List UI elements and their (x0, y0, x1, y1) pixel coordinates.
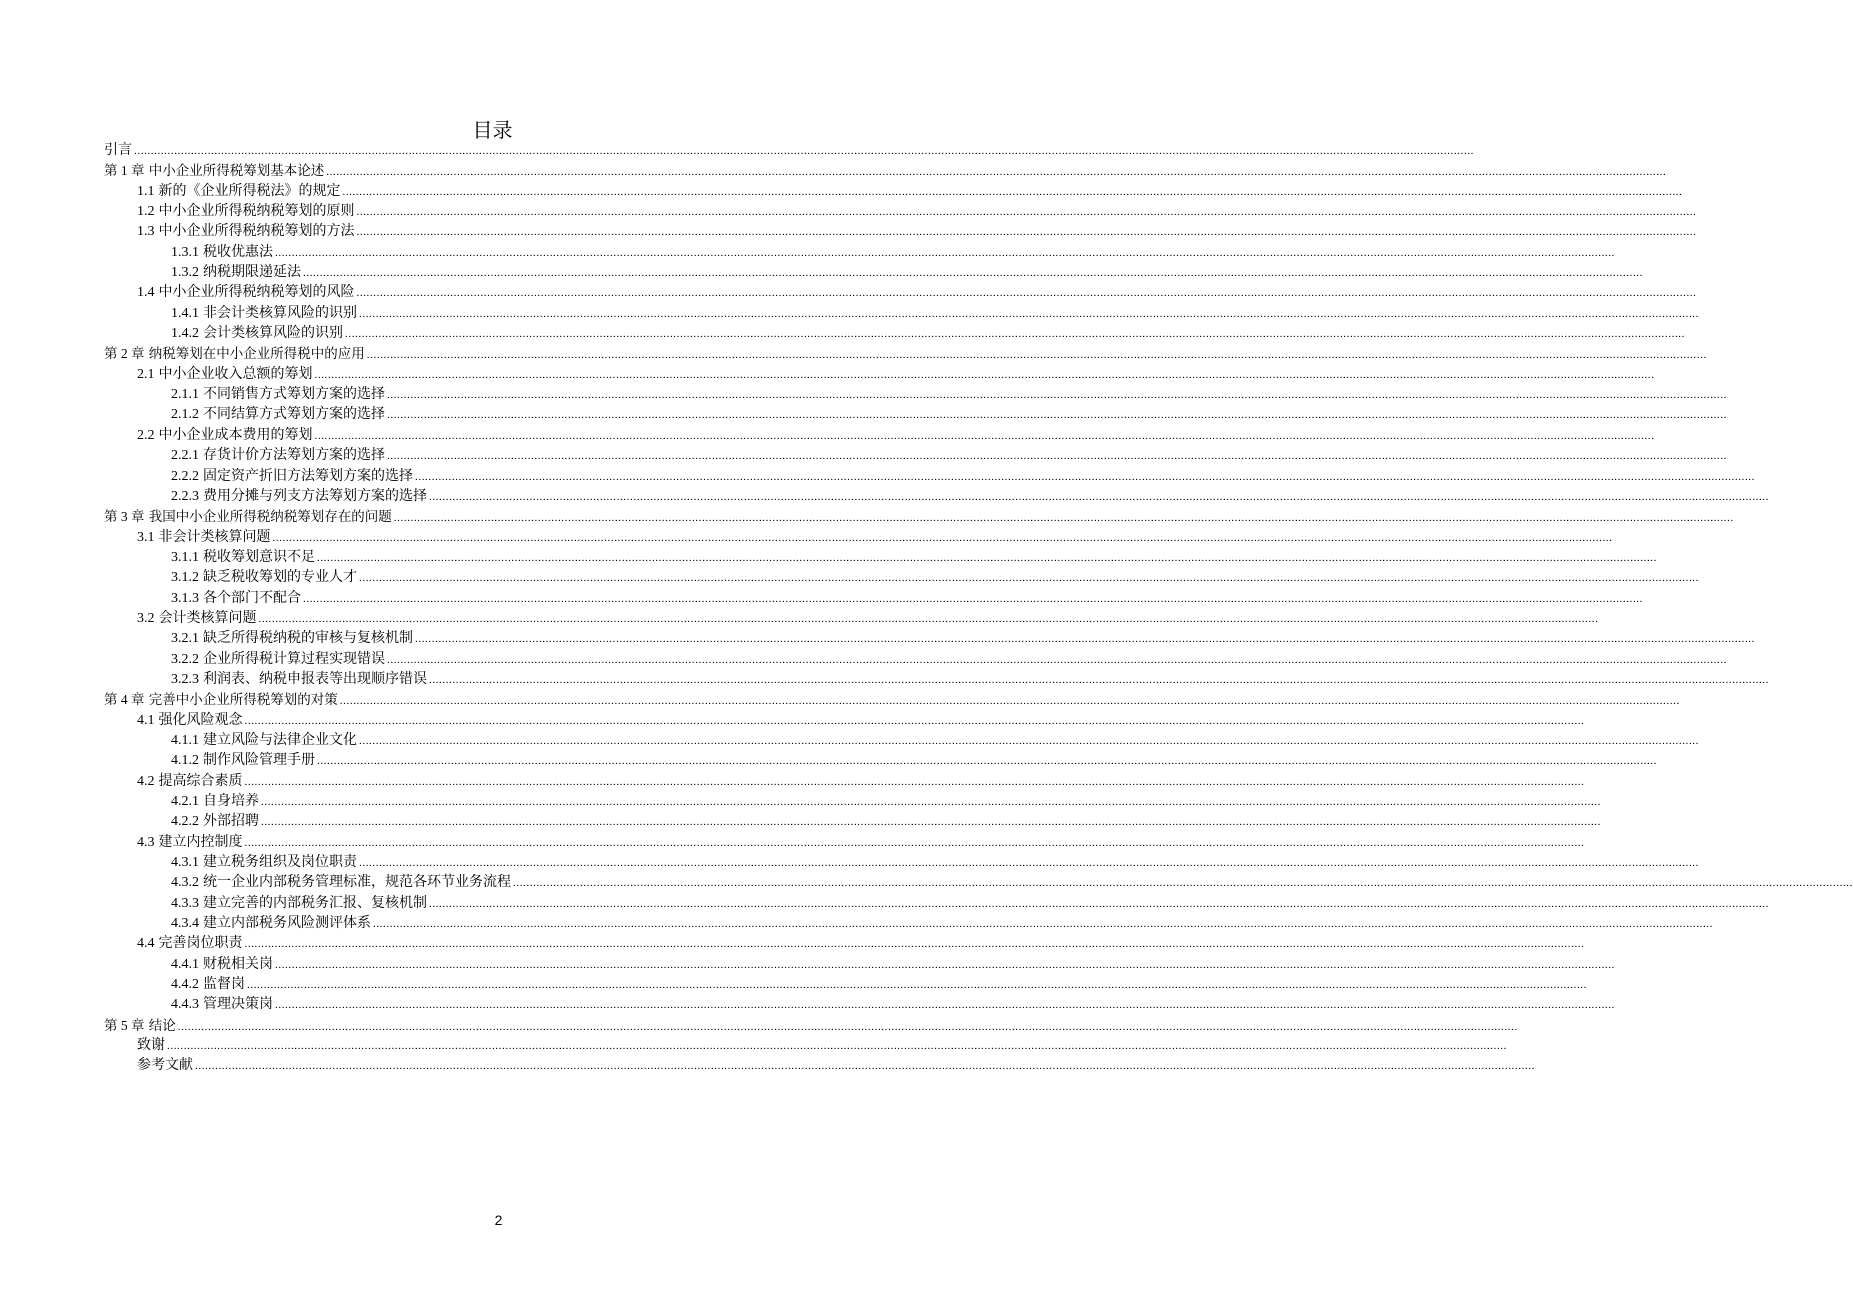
toc-entry-text: 参考文献 (137, 1058, 193, 1074)
toc-entry[interactable] (104, 365, 1655, 385)
dot-leader: ................................................................................................................................................................................................................................................................................................................................................................................................................ (387, 450, 1727, 463)
toc-entry-label (171, 629, 413, 649)
toc-entry-number: 2.2.3 (171, 488, 199, 504)
dot-leader: ................................................................................................................................................................................................................................................................................................................................................................................................................ (258, 612, 1599, 625)
toc-entry[interactable] (104, 324, 1685, 344)
toc-entry-number: 3.2.2 (171, 651, 199, 667)
toc-entry-label (171, 324, 343, 344)
toc-entry-label (171, 975, 245, 995)
toc-entry-text: 中小企业成本费用的筹划 (158, 427, 313, 443)
toc-entry-number: 3.1.3 (171, 590, 199, 606)
page-number: 2 (494, 1212, 503, 1228)
toc-entry-label (137, 365, 313, 385)
toc-entry[interactable] (104, 304, 1699, 324)
toc-entry-text: 建立完善的内部税务汇报、复核机制 (203, 895, 427, 911)
toc-entry-label (171, 812, 259, 832)
toc-entry-number: 1.3 (137, 224, 155, 240)
toc-entry-text: 不同销售方式筹划方案的选择 (203, 387, 385, 403)
toc-entry-label (171, 405, 385, 425)
toc-entry-text: 中小企业所得税纳税筹划的风险 (158, 285, 355, 301)
toc-entry-label (137, 1036, 165, 1056)
toc-entry-number: 第 5 章 (104, 1017, 145, 1033)
toc-entry-text: 建立内控制度 (158, 834, 243, 850)
dot-leader: ................................................................................................................................................................................................................................................................................................................................................................................................................ (247, 979, 1587, 992)
toc-entry-label (137, 711, 243, 731)
toc-entry-text: 会计类核算问题 (158, 610, 257, 626)
toc-entry-label (137, 772, 243, 792)
toc-entry-text: 我国中小企业所得税纳税筹划存在的问题 (148, 509, 392, 526)
dot-leader: ................................................................................................................................................................................................................................................................................................................................................................................................................ (345, 328, 1685, 341)
dot-leader: ................................................................................................................................................................................................................................................................................................................................................................................................................ (387, 653, 1727, 666)
toc-entry-number: 4.1.1 (171, 732, 199, 748)
toc-entry[interactable] (104, 589, 1643, 609)
toc-entry[interactable] (104, 202, 1697, 222)
toc-entry-number: 4.3 (137, 834, 155, 850)
toc-entry[interactable] (104, 853, 1699, 873)
dot-leader: ................................................................................................................................................................................................................................................................................................................................................................................................................ (513, 877, 1853, 890)
dot-leader: ................................................................................................................................................................................................................................................................................................................................................................................................................ (244, 938, 1585, 951)
toc-entry-text: 引言 (104, 143, 132, 158)
dot-leader: ................................................................................................................................................................................................................................................................................................................................................................................................................ (314, 429, 1655, 442)
dot-leader: ................................................................................................................................................................................................................................................................................................................................................................................................................ (415, 470, 1755, 483)
toc-entry-label (137, 202, 355, 222)
toc-entry-text: 非会计类核算问题 (158, 529, 271, 545)
toc-entry-number: 2.2.2 (171, 468, 199, 484)
toc-entry-label (171, 548, 315, 568)
dot-leader: ................................................................................................................................................................................................................................................................................................................................................................................................................ (429, 673, 1769, 686)
toc-entry-text: 税收优惠法 (203, 244, 273, 260)
toc-entry-text: 缺乏所得税纳税的审核与复核机制 (203, 631, 413, 647)
toc-entry-text: 不同结算方式筹划方案的选择 (203, 407, 385, 423)
toc-entry-label (171, 853, 357, 873)
toc-entry-label (171, 914, 371, 934)
toc-entry-number: 4.3.1 (171, 855, 199, 871)
toc-entry[interactable] (104, 934, 1585, 954)
toc-entry-number: 4.4.2 (171, 977, 199, 993)
dot-leader: ................................................................................................................................................................................................................................................................................................................................................................................................................ (317, 551, 1657, 564)
toc-entry-label (104, 141, 132, 161)
toc-entry-text: 非会计类核算风险的识别 (203, 305, 357, 321)
dot-leader: ................................................................................................................................................................................................................................................................................................................................................................................................................ (359, 572, 1699, 585)
toc-entry[interactable] (104, 1036, 1507, 1056)
toc-entry[interactable] (104, 629, 1755, 649)
toc-entry-text: 企业所得税计算过程实现错误 (203, 651, 385, 667)
dot-leader: ................................................................................................................................................................................................................................................................................................................................................................................................................ (195, 1060, 1535, 1073)
dot-leader: ................................................................................................................................................................................................................................................................................................................................................................................................................ (303, 592, 1643, 605)
toc-entry-number: 1.3.2 (171, 265, 199, 281)
toc-entry[interactable] (104, 1056, 1535, 1076)
toc-entry-text: 建立风险与法律企业文化 (203, 732, 357, 748)
dot-leader: ................................................................................................................................................................................................................................................................................................................................................................................................................ (339, 695, 1680, 708)
toc-entry-number: 1.4.1 (171, 305, 199, 321)
dot-leader: ................................................................................................................................................................................................................................................................................................................................................................................................................ (244, 775, 1585, 788)
toc-entry-text: 中小企业所得税纳税筹划的方法 (158, 224, 355, 240)
toc-entry-label (104, 1016, 176, 1036)
toc-entry-text: 存货计价方法筹划方案的选择 (203, 448, 385, 464)
toc-entry[interactable] (104, 243, 1615, 263)
toc-chapter-entry[interactable] (104, 507, 1734, 527)
toc-entry[interactable] (104, 873, 1853, 893)
toc-entry-number: 4.4 (137, 936, 155, 952)
toc-entry-label (171, 467, 413, 487)
toc-entry-label (171, 894, 427, 914)
toc-entry-label (137, 528, 271, 548)
toc-entry-label (171, 670, 427, 690)
toc-title: 目录 (472, 118, 513, 142)
toc-entry-number: 1.4.2 (171, 326, 199, 342)
toc-entry-number: 2.2.1 (171, 448, 199, 464)
toc-entry[interactable] (104, 487, 1769, 507)
toc-entry[interactable] (104, 609, 1599, 629)
toc-entry[interactable] (104, 955, 1615, 975)
toc-entry-number: 4.2 (137, 773, 155, 789)
toc-entry-text: 各个部门不配合 (203, 590, 301, 606)
toc-entry[interactable] (104, 812, 1601, 832)
toc-entry[interactable] (104, 792, 1601, 812)
toc-entry-text: 中小企业所得税筹划基本论述 (148, 163, 325, 180)
dot-leader: ................................................................................................................................................................................................................................................................................................................................................................................................................ (275, 958, 1615, 971)
dot-leader: ................................................................................................................................................................................................................................................................................................................................................................................................................ (244, 836, 1585, 849)
dot-leader: ................................................................................................................................................................................................................................................................................................................................................................................................................ (359, 734, 1699, 747)
dot-leader: ................................................................................................................................................................................................................................................................................................................................................................................................................ (342, 185, 1683, 198)
toc-entry-label (171, 751, 315, 771)
toc-entry-number: 3.1 (137, 529, 155, 545)
toc-entry-label (171, 446, 385, 466)
toc-entry-number: 2.1 (137, 366, 155, 382)
toc-entry-text: 提高综合素质 (158, 773, 243, 789)
toc-entry[interactable] (104, 263, 1643, 283)
toc-entry-number: 第 4 章 (104, 692, 145, 708)
toc-entry-text: 外部招聘 (203, 814, 259, 830)
dot-leader: ................................................................................................................................................................................................................................................................................................................................................................................................................ (244, 714, 1585, 727)
toc-entry-text: 利润表、纳税申报表等出现顺序错误 (203, 671, 427, 687)
toc-entry-number: 1.1 (137, 183, 155, 199)
toc-entry-label (137, 426, 313, 446)
dot-leader: ................................................................................................................................................................................................................................................................................................................................................................................................................ (359, 307, 1699, 320)
toc-entry-number: 第 1 章 (104, 163, 145, 179)
toc-entry-text: 强化风险观念 (158, 712, 243, 728)
toc-entry-label (171, 731, 357, 751)
toc-entry-label (171, 385, 385, 405)
dot-leader: ................................................................................................................................................................................................................................................................................................................................................................................................................ (326, 166, 1667, 179)
toc-entry[interactable] (104, 731, 1699, 751)
toc-entry-text: 中小企业所得税纳税筹划的原则 (158, 204, 355, 220)
toc-entry-number: 4.1 (137, 712, 155, 728)
toc-entry[interactable] (104, 975, 1587, 995)
dot-leader: ................................................................................................................................................................................................................................................................................................................................................................................................................ (356, 226, 1697, 239)
toc-entry-label (171, 487, 427, 507)
toc-entry-number: 4.3.4 (171, 916, 199, 932)
toc-entry[interactable] (104, 751, 1657, 771)
toc-entry-text: 建立内部税务风险测评体系 (203, 916, 371, 932)
toc-entry[interactable] (104, 446, 1727, 466)
toc-chapter-entry[interactable] (104, 690, 1680, 710)
dot-leader: ................................................................................................................................................................................................................................................................................................................................................................................................................ (387, 389, 1727, 402)
toc-entry-number: 4.2.2 (171, 814, 199, 830)
dot-leader: ................................................................................................................................................................................................................................................................................................................................................................................................................ (134, 145, 1474, 157)
dot-leader: ................................................................................................................................................................................................................................................................................................................................................................................................................ (429, 897, 1769, 910)
toc-entry-label (104, 344, 365, 364)
dot-leader: ................................................................................................................................................................................................................................................................................................................................................................................................................ (359, 857, 1699, 870)
toc-entry-text: 纳税筹划在中小企业所得税中的应用 (148, 346, 365, 363)
toc-entry[interactable] (104, 222, 1697, 242)
toc-entry-text: 中小企业收入总额的筹划 (158, 366, 313, 382)
toc-entry-label (171, 589, 301, 609)
toc-entry[interactable] (104, 894, 1769, 914)
dot-leader: ................................................................................................................................................................................................................................................................................................................................................................................................................ (303, 267, 1643, 280)
toc-entry-text: 财税相关岗 (203, 956, 273, 972)
toc-chapter-entry[interactable] (104, 1016, 1518, 1036)
toc-entry-text: 自身培养 (203, 794, 259, 809)
toc-entry[interactable] (104, 385, 1727, 405)
toc-entry-number: 4.2.1 (171, 794, 199, 809)
toc-entry-label (137, 1056, 193, 1076)
dot-leader: ................................................................................................................................................................................................................................................................................................................................................................................................................ (366, 349, 1707, 362)
toc-entry[interactable] (104, 141, 1474, 161)
toc-entry[interactable] (104, 995, 1615, 1015)
toc-chapter-entry[interactable] (104, 344, 1707, 364)
toc-entry[interactable] (104, 650, 1727, 670)
toc-entry[interactable] (104, 528, 1613, 548)
toc-entry[interactable] (104, 405, 1727, 425)
dot-leader: ................................................................................................................................................................................................................................................................................................................................................................................................................ (167, 1040, 1507, 1053)
toc-entry[interactable] (104, 467, 1755, 487)
toc-entry-text: 致谢 (137, 1038, 165, 1054)
toc-entry-number: 4.3.3 (171, 895, 199, 911)
toc-entry-number: 4.4.1 (171, 956, 199, 972)
dot-leader: ................................................................................................................................................................................................................................................................................................................................................................................................................ (415, 633, 1755, 646)
toc-entry-text: 纳税期限递延法 (203, 265, 301, 281)
dot-leader: ................................................................................................................................................................................................................................................................................................................................................................................................................ (275, 246, 1615, 259)
toc-entry-text: 统一企业内部税务管理标准，规范各环节业务流程 (203, 875, 511, 891)
dot-leader: ................................................................................................................................................................................................................................................................................................................................................................................................................ (272, 531, 1613, 544)
toc-entry-label (171, 568, 357, 588)
toc-entry-text: 缺乏税收筹划的专业人才 (203, 570, 357, 586)
toc-entry-number: 3.2 (137, 610, 155, 626)
toc-entry[interactable] (104, 833, 1585, 853)
toc-entry-label (137, 934, 243, 954)
toc-entry-label (171, 243, 273, 263)
table-of-contents (104, 141, 1853, 1077)
toc-entry-number: 1.3.1 (171, 244, 199, 260)
toc-entry-number: 2.2 (137, 427, 155, 443)
dot-leader: ................................................................................................................................................................................................................................................................................................................................................................................................................ (261, 796, 1601, 808)
toc-entry-label (171, 304, 357, 324)
toc-entry-label (171, 650, 385, 670)
toc-entry-label (137, 609, 257, 629)
toc-entry-text: 监督岗 (203, 977, 245, 993)
dot-leader: ................................................................................................................................................................................................................................................................................................................................................................................................................ (429, 490, 1769, 503)
toc-entry[interactable] (104, 182, 1683, 202)
toc-entry-number: 1.4 (137, 285, 155, 301)
toc-entry-label (171, 995, 273, 1015)
dot-leader: ................................................................................................................................................................................................................................................................................................................................................................................................................ (373, 918, 1713, 931)
toc-entry-text: 完善岗位职责 (158, 936, 243, 952)
toc-entry-text: 会计类核算风险的识别 (203, 326, 343, 342)
toc-entry[interactable] (104, 568, 1699, 588)
toc-entry-label (171, 263, 301, 283)
toc-entry-label (137, 833, 243, 853)
toc-entry-number: 4.4.3 (171, 997, 199, 1013)
toc-entry-number: 4.1.2 (171, 753, 199, 769)
toc-entry-number: 第 3 章 (104, 509, 145, 525)
toc-entry[interactable] (104, 914, 1713, 934)
toc-chapter-entry[interactable] (104, 161, 1667, 181)
dot-leader: ................................................................................................................................................................................................................................................................................................................................................................................................................ (177, 1020, 1518, 1033)
toc-entry-text: 管理决策岗 (203, 997, 273, 1013)
toc-entry-number: 3.2.1 (171, 631, 199, 647)
toc-entry-label (137, 222, 355, 242)
toc-entry-label (137, 182, 341, 202)
toc-entry-label (171, 873, 511, 893)
toc-entry-text: 固定资产折旧方法筹划方案的选择 (203, 468, 413, 484)
toc-entry-number: 3.2.3 (171, 671, 199, 687)
dot-leader: ................................................................................................................................................................................................................................................................................................................................................................................................................ (261, 816, 1601, 829)
toc-entry-label (137, 283, 355, 303)
dot-leader: ................................................................................................................................................................................................................................................................................................................................................................................................................ (393, 512, 1734, 525)
toc-entry-number: 1.2 (137, 204, 155, 220)
toc-entry-text: 建立税务组织及岗位职责 (203, 855, 357, 871)
toc-entry-text: 费用分摊与列支方法筹划方案的选择 (203, 488, 427, 504)
toc-entry-text: 新的《企业所得税法》的规定 (158, 183, 341, 199)
toc-entry-text: 制作风险管理手册 (203, 753, 315, 769)
toc-entry-number: 第 2 章 (104, 346, 145, 362)
toc-entry-label (104, 507, 392, 527)
toc-entry-number: 2.1.2 (171, 407, 199, 423)
dot-leader: ................................................................................................................................................................................................................................................................................................................................................................................................................ (317, 755, 1657, 768)
toc-entry-number: 4.3.2 (171, 875, 199, 891)
toc-entry[interactable] (104, 283, 1697, 303)
toc-entry-number: 3.1.2 (171, 570, 199, 586)
toc-entry-number: 3.1.1 (171, 549, 199, 565)
toc-entry-number: 2.1.1 (171, 387, 199, 403)
toc-entry[interactable] (104, 711, 1585, 731)
toc-entry-text: 税收筹划意识不足 (203, 549, 315, 565)
dot-leader: ................................................................................................................................................................................................................................................................................................................................................................................................................ (275, 999, 1615, 1012)
toc-entry-label (171, 955, 273, 975)
dot-leader: ................................................................................................................................................................................................................................................................................................................................................................................................................ (314, 368, 1655, 381)
toc-entry-text: 结论 (148, 1017, 176, 1034)
dot-leader: ................................................................................................................................................................................................................................................................................................................................................................................................................ (387, 409, 1727, 422)
toc-entry[interactable] (104, 772, 1585, 792)
toc-entry-label (104, 161, 324, 181)
toc-entry[interactable] (104, 548, 1657, 568)
toc-entry-label (171, 792, 259, 812)
toc-entry[interactable] (104, 670, 1769, 690)
toc-entry-text: 完善中小企业所得税筹划的对策 (148, 692, 338, 709)
toc-entry-label (104, 690, 338, 710)
toc-entry[interactable] (104, 426, 1655, 446)
dot-leader: ................................................................................................................................................................................................................................................................................................................................................................................................................ (356, 287, 1697, 300)
dot-leader: ................................................................................................................................................................................................................................................................................................................................................................................................................ (356, 206, 1697, 219)
